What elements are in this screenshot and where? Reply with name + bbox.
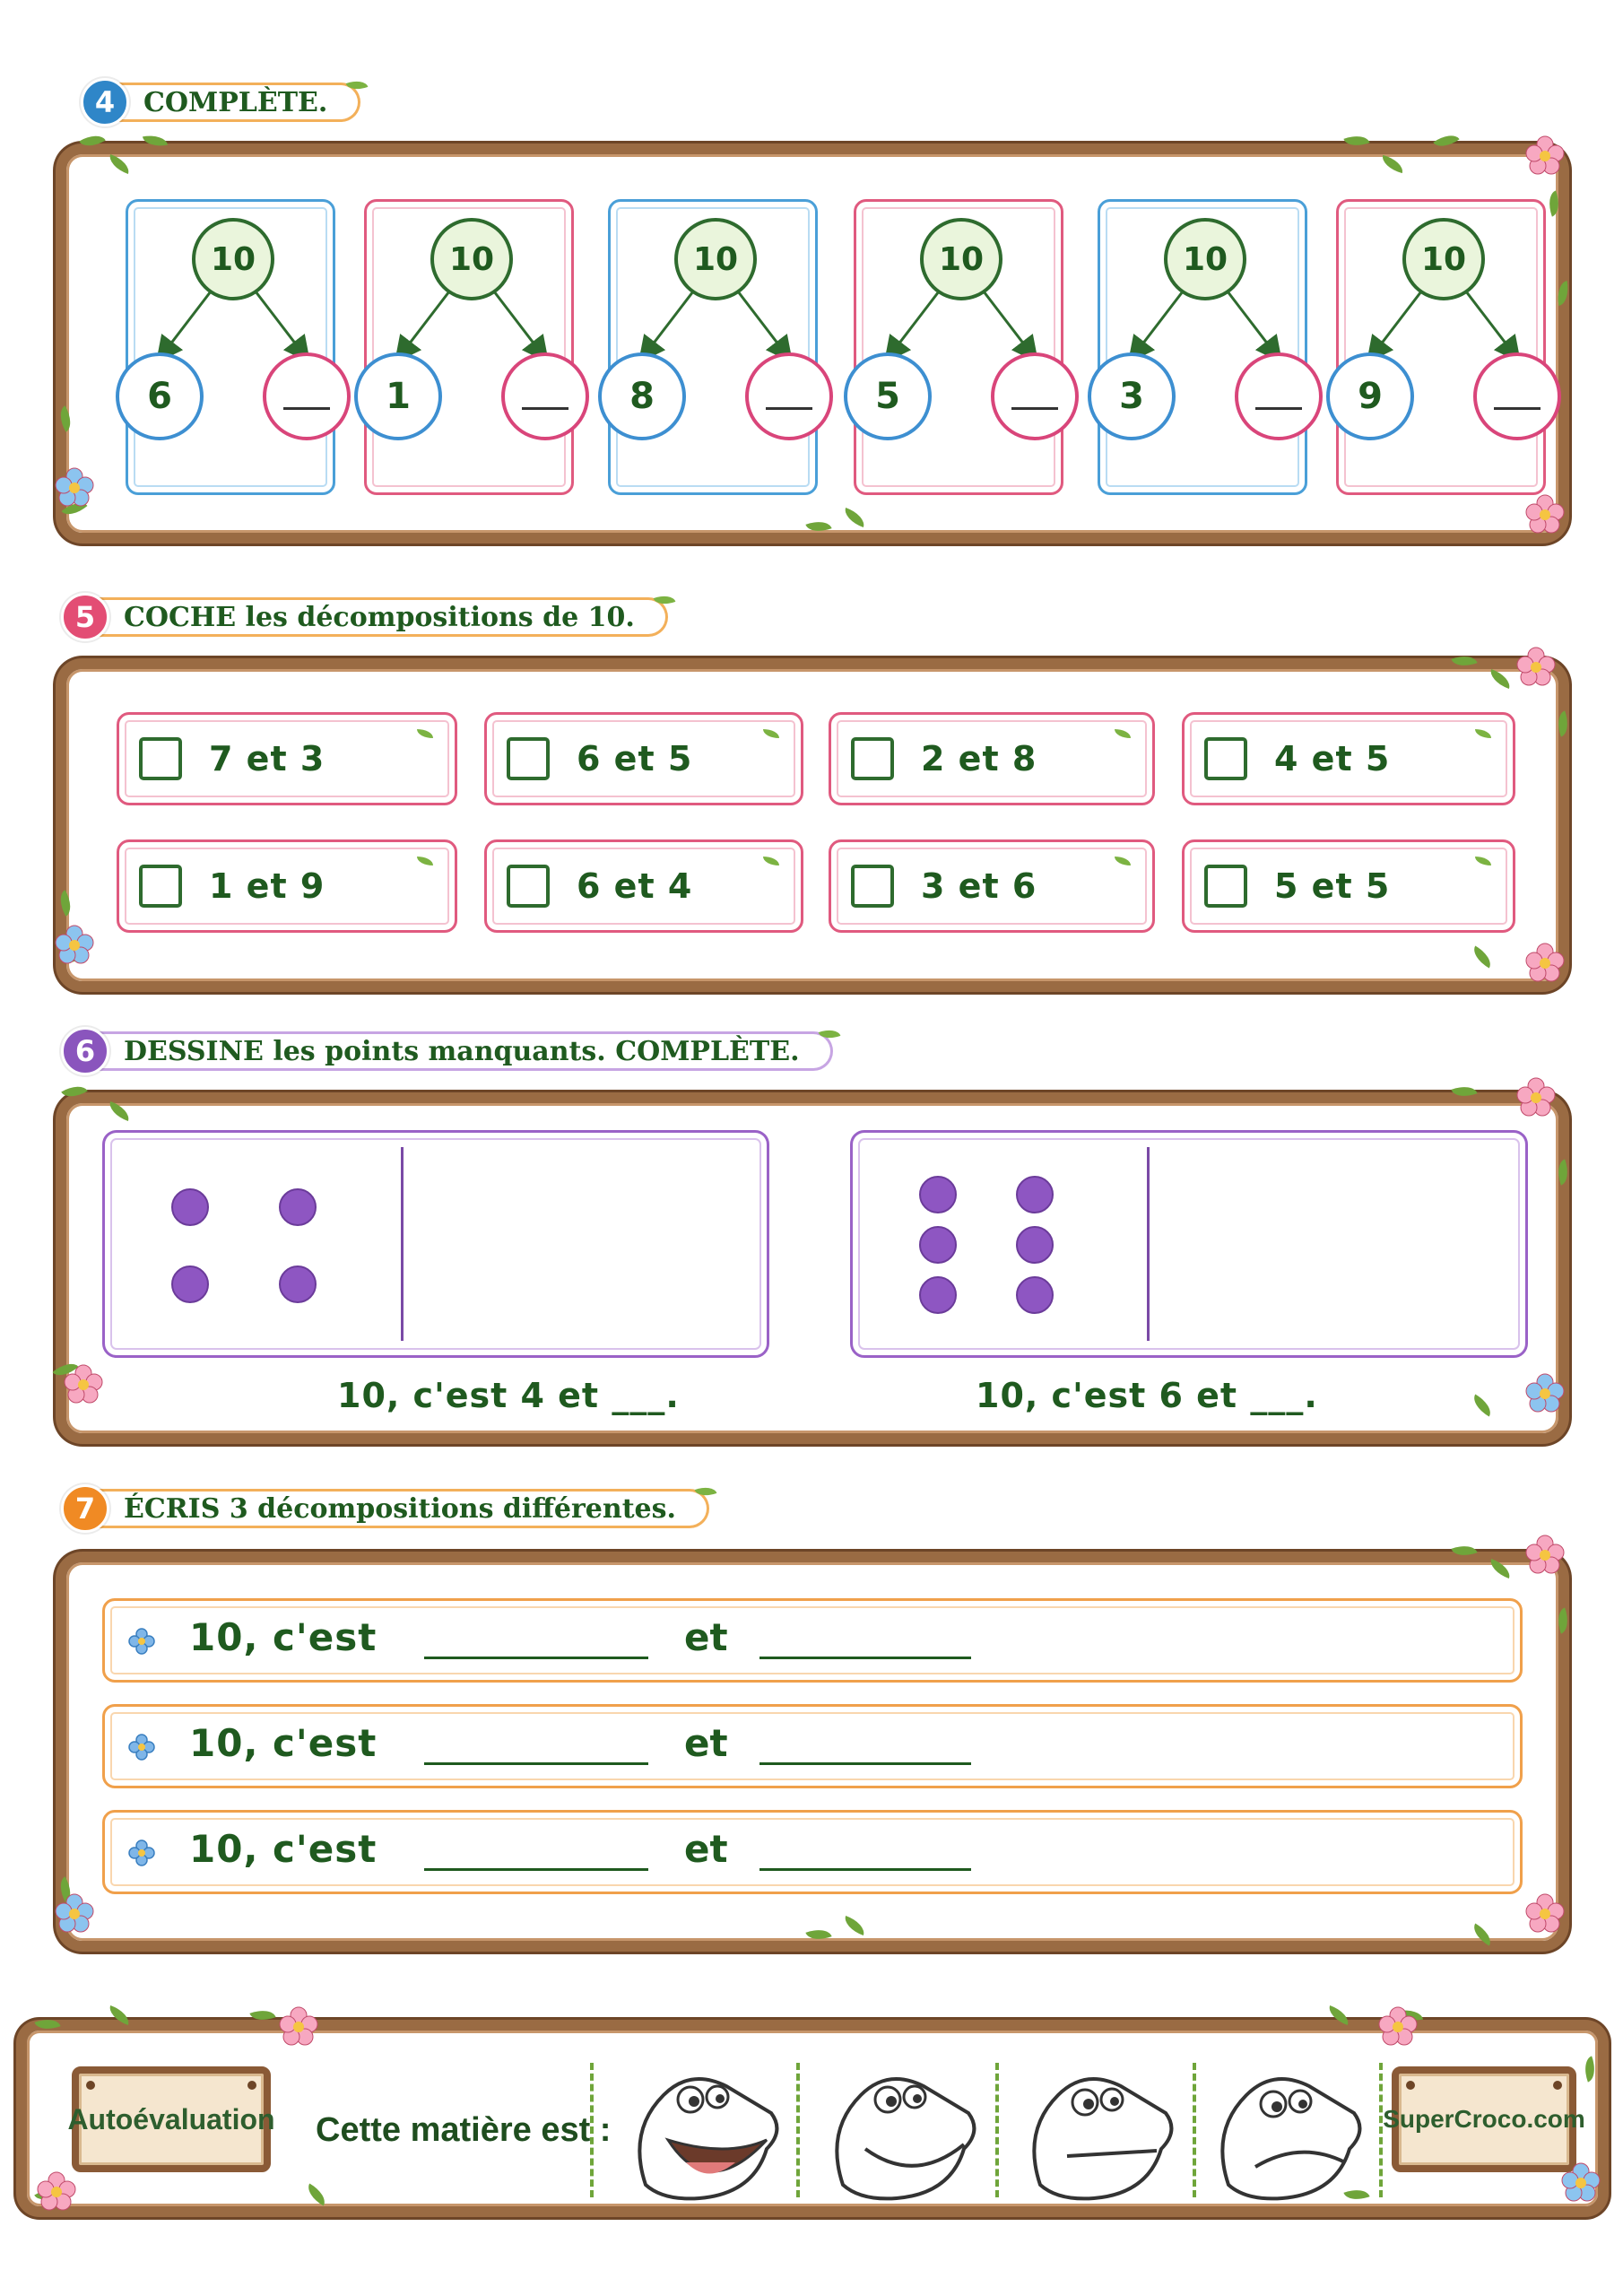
bond-total: 10 [192,218,274,300]
number-bond-card [608,199,818,495]
decomposition-write-row [102,1598,1523,1683]
leaf-icon [1475,729,1491,738]
flower-icon [36,2170,77,2212]
domino-dot [1016,1176,1054,1213]
leaf-icon [763,857,779,865]
domino-dot [919,1276,957,1314]
flower-icon [1524,1372,1566,1413]
checkbox[interactable] [1204,865,1247,908]
section-7-header [61,1485,709,1532]
autoevaluation-sign [67,2066,275,2172]
bond-part-blank[interactable] [991,352,1079,440]
answer-blank[interactable] [1011,407,1058,410]
bond-part-known: 8 [598,352,686,440]
decomposition-option[interactable] [484,839,803,933]
checkbox[interactable] [139,865,182,908]
section-number: 4 [81,78,129,126]
bond-part-known: 9 [1326,352,1414,440]
flower-icon [278,2005,319,2047]
bond-part-blank[interactable] [501,352,589,440]
domino-dot [919,1176,957,1213]
bond-part-known: 1 [354,352,442,440]
separator [995,2063,999,2197]
domino-divider [1147,1147,1150,1341]
answer-blank[interactable] [424,1762,648,1765]
section-title-text: DESSINE les points manquants. COMPLÈTE. [124,1035,800,1067]
checkbox[interactable] [1204,737,1247,780]
domino-dot [279,1265,317,1303]
flower-bullet-icon [128,1734,155,1761]
answer-blank[interactable] [766,407,812,410]
bond-part-blank[interactable] [745,352,833,440]
flower-icon [1524,1534,1566,1575]
decomposition-option[interactable] [829,839,1155,933]
section-number: 6 [61,1027,109,1075]
happy-croco-icon[interactable] [816,2050,986,2212]
answer-blank[interactable] [759,1868,971,1871]
section-title [97,1031,833,1071]
decomposition-option[interactable] [117,839,457,933]
checkbox[interactable] [507,865,550,908]
section-title [97,1489,709,1528]
leaf-icon [417,729,433,738]
checkbox[interactable] [851,737,894,780]
answer-blank[interactable] [424,1868,648,1871]
section-5-frame [56,658,1569,992]
decomposition-option[interactable] [829,712,1155,805]
flower-bullet-icon [128,1628,155,1655]
row-start-text: 10, c'est [189,1721,378,1765]
nail-icon [247,2081,256,2090]
checkbox[interactable] [507,737,550,780]
separator [1193,2063,1196,2197]
leaf-icon [1115,857,1131,865]
bond-part-blank[interactable] [263,352,351,440]
number-bond-card [126,199,335,495]
domino-dot [171,1265,209,1303]
sad-croco-icon[interactable] [1202,2050,1372,2212]
bond-part-blank[interactable] [1235,352,1323,440]
flower-icon [54,924,95,965]
row-middle-text: et [684,1721,728,1765]
number-bond-card [1336,199,1546,495]
option-label: 7 et 3 [209,739,325,778]
flower-icon [54,1892,95,1934]
flower-icon [1524,493,1566,535]
number-bond-card [854,199,1063,495]
section-title-text: ÉCRIS 3 décompositions différentes. [124,1492,676,1525]
domino-empty-half[interactable] [406,1142,758,1346]
checkbox[interactable] [139,737,182,780]
leaf-icon [818,1026,840,1043]
section-4-header [81,79,360,126]
domino [102,1130,769,1358]
flower-icon [1515,1076,1557,1118]
bond-total: 10 [1164,218,1246,300]
brand-sign [1383,2066,1585,2172]
answer-blank[interactable] [522,407,568,410]
decomposition-option[interactable] [1182,839,1515,933]
flower-icon [1560,2161,1601,2203]
leaf-icon [1115,729,1131,738]
leaf-icon [417,857,433,865]
domino-sentence: 10, c'est 6 et ___. [976,1376,1318,1415]
evaluation-prompt: Cette matière est : [316,2111,612,2149]
flower-icon [1524,1892,1566,1934]
flower-icon [63,1363,104,1405]
option-label: 6 et 5 [577,739,693,778]
neutral-croco-icon[interactable] [1013,2050,1184,2212]
flower-bullet-icon [128,1839,155,1866]
section-6-header [61,1028,833,1074]
leaf-icon [763,729,779,738]
section-number: 7 [61,1484,109,1533]
option-label: 2 et 8 [921,739,1037,778]
flower-icon [1377,2005,1419,2047]
domino-dot [919,1226,957,1264]
leaf-icon [695,1483,717,1500]
section-5-header [61,594,668,640]
bond-total: 10 [920,218,1002,300]
domino-empty-half[interactable] [1152,1142,1516,1346]
leaf-icon [346,77,369,94]
number-bond-card [1098,199,1307,495]
answer-blank[interactable] [759,1657,971,1659]
domino-divider [401,1147,404,1341]
answer-blank[interactable] [1494,407,1541,410]
decomposition-write-row [102,1810,1523,1894]
section-number: 5 [61,593,109,641]
very-happy-croco-icon[interactable] [619,2050,789,2212]
checkbox[interactable] [851,865,894,908]
answer-blank[interactable] [283,407,330,410]
decomposition-option[interactable] [117,712,457,805]
bond-part-blank[interactable] [1473,352,1561,440]
domino-dot [171,1188,209,1226]
autoevaluation-label: Autoévaluation [67,2102,275,2135]
domino [850,1130,1528,1358]
decomposition-write-row [102,1704,1523,1788]
decomposition-option[interactable] [484,712,803,805]
section-title-text: COCHE les décompositions de 10. [124,601,635,633]
flower-icon [1515,646,1557,687]
section-title [117,83,360,122]
domino-sentence: 10, c'est 4 et ___. [337,1376,680,1415]
flower-icon [1524,942,1566,983]
bond-part-known: 6 [116,352,204,440]
flower-icon [1524,135,1566,176]
row-start-text: 10, c'est [189,1615,378,1659]
domino-dot [1016,1226,1054,1264]
row-middle-text: et [684,1827,728,1871]
option-label: 3 et 6 [921,866,1037,906]
leaf-icon [653,592,675,609]
option-label: 4 et 5 [1274,739,1391,778]
bond-part-known: 3 [1088,352,1176,440]
bond-total: 10 [1402,218,1485,300]
domino-dot [279,1188,317,1226]
nail-icon [1406,2081,1415,2090]
option-label: 1 et 9 [209,866,325,906]
row-start-text: 10, c'est [189,1827,378,1871]
bond-total: 10 [430,218,513,300]
section-title [97,597,668,637]
separator [590,2063,594,2197]
flower-icon [54,466,95,508]
answer-blank[interactable] [1255,407,1302,410]
answer-blank[interactable] [424,1657,648,1659]
bond-part-known: 5 [844,352,932,440]
decomposition-option[interactable] [1182,712,1515,805]
row-middle-text: et [684,1615,728,1659]
brand-label: SuperCroco.com [1383,2105,1585,2133]
domino-dot [1016,1276,1054,1314]
nail-icon [86,2081,95,2090]
leaf-icon [1475,857,1491,865]
nail-icon [1553,2081,1562,2090]
bond-total: 10 [674,218,757,300]
option-label: 5 et 5 [1274,866,1391,906]
section-title-text: COMPLÈTE. [143,86,328,118]
answer-blank[interactable] [759,1762,971,1765]
self-evaluation-footer [16,2020,1609,2217]
number-bond-card [364,199,574,495]
option-label: 6 et 4 [577,866,693,906]
separator [796,2063,800,2197]
